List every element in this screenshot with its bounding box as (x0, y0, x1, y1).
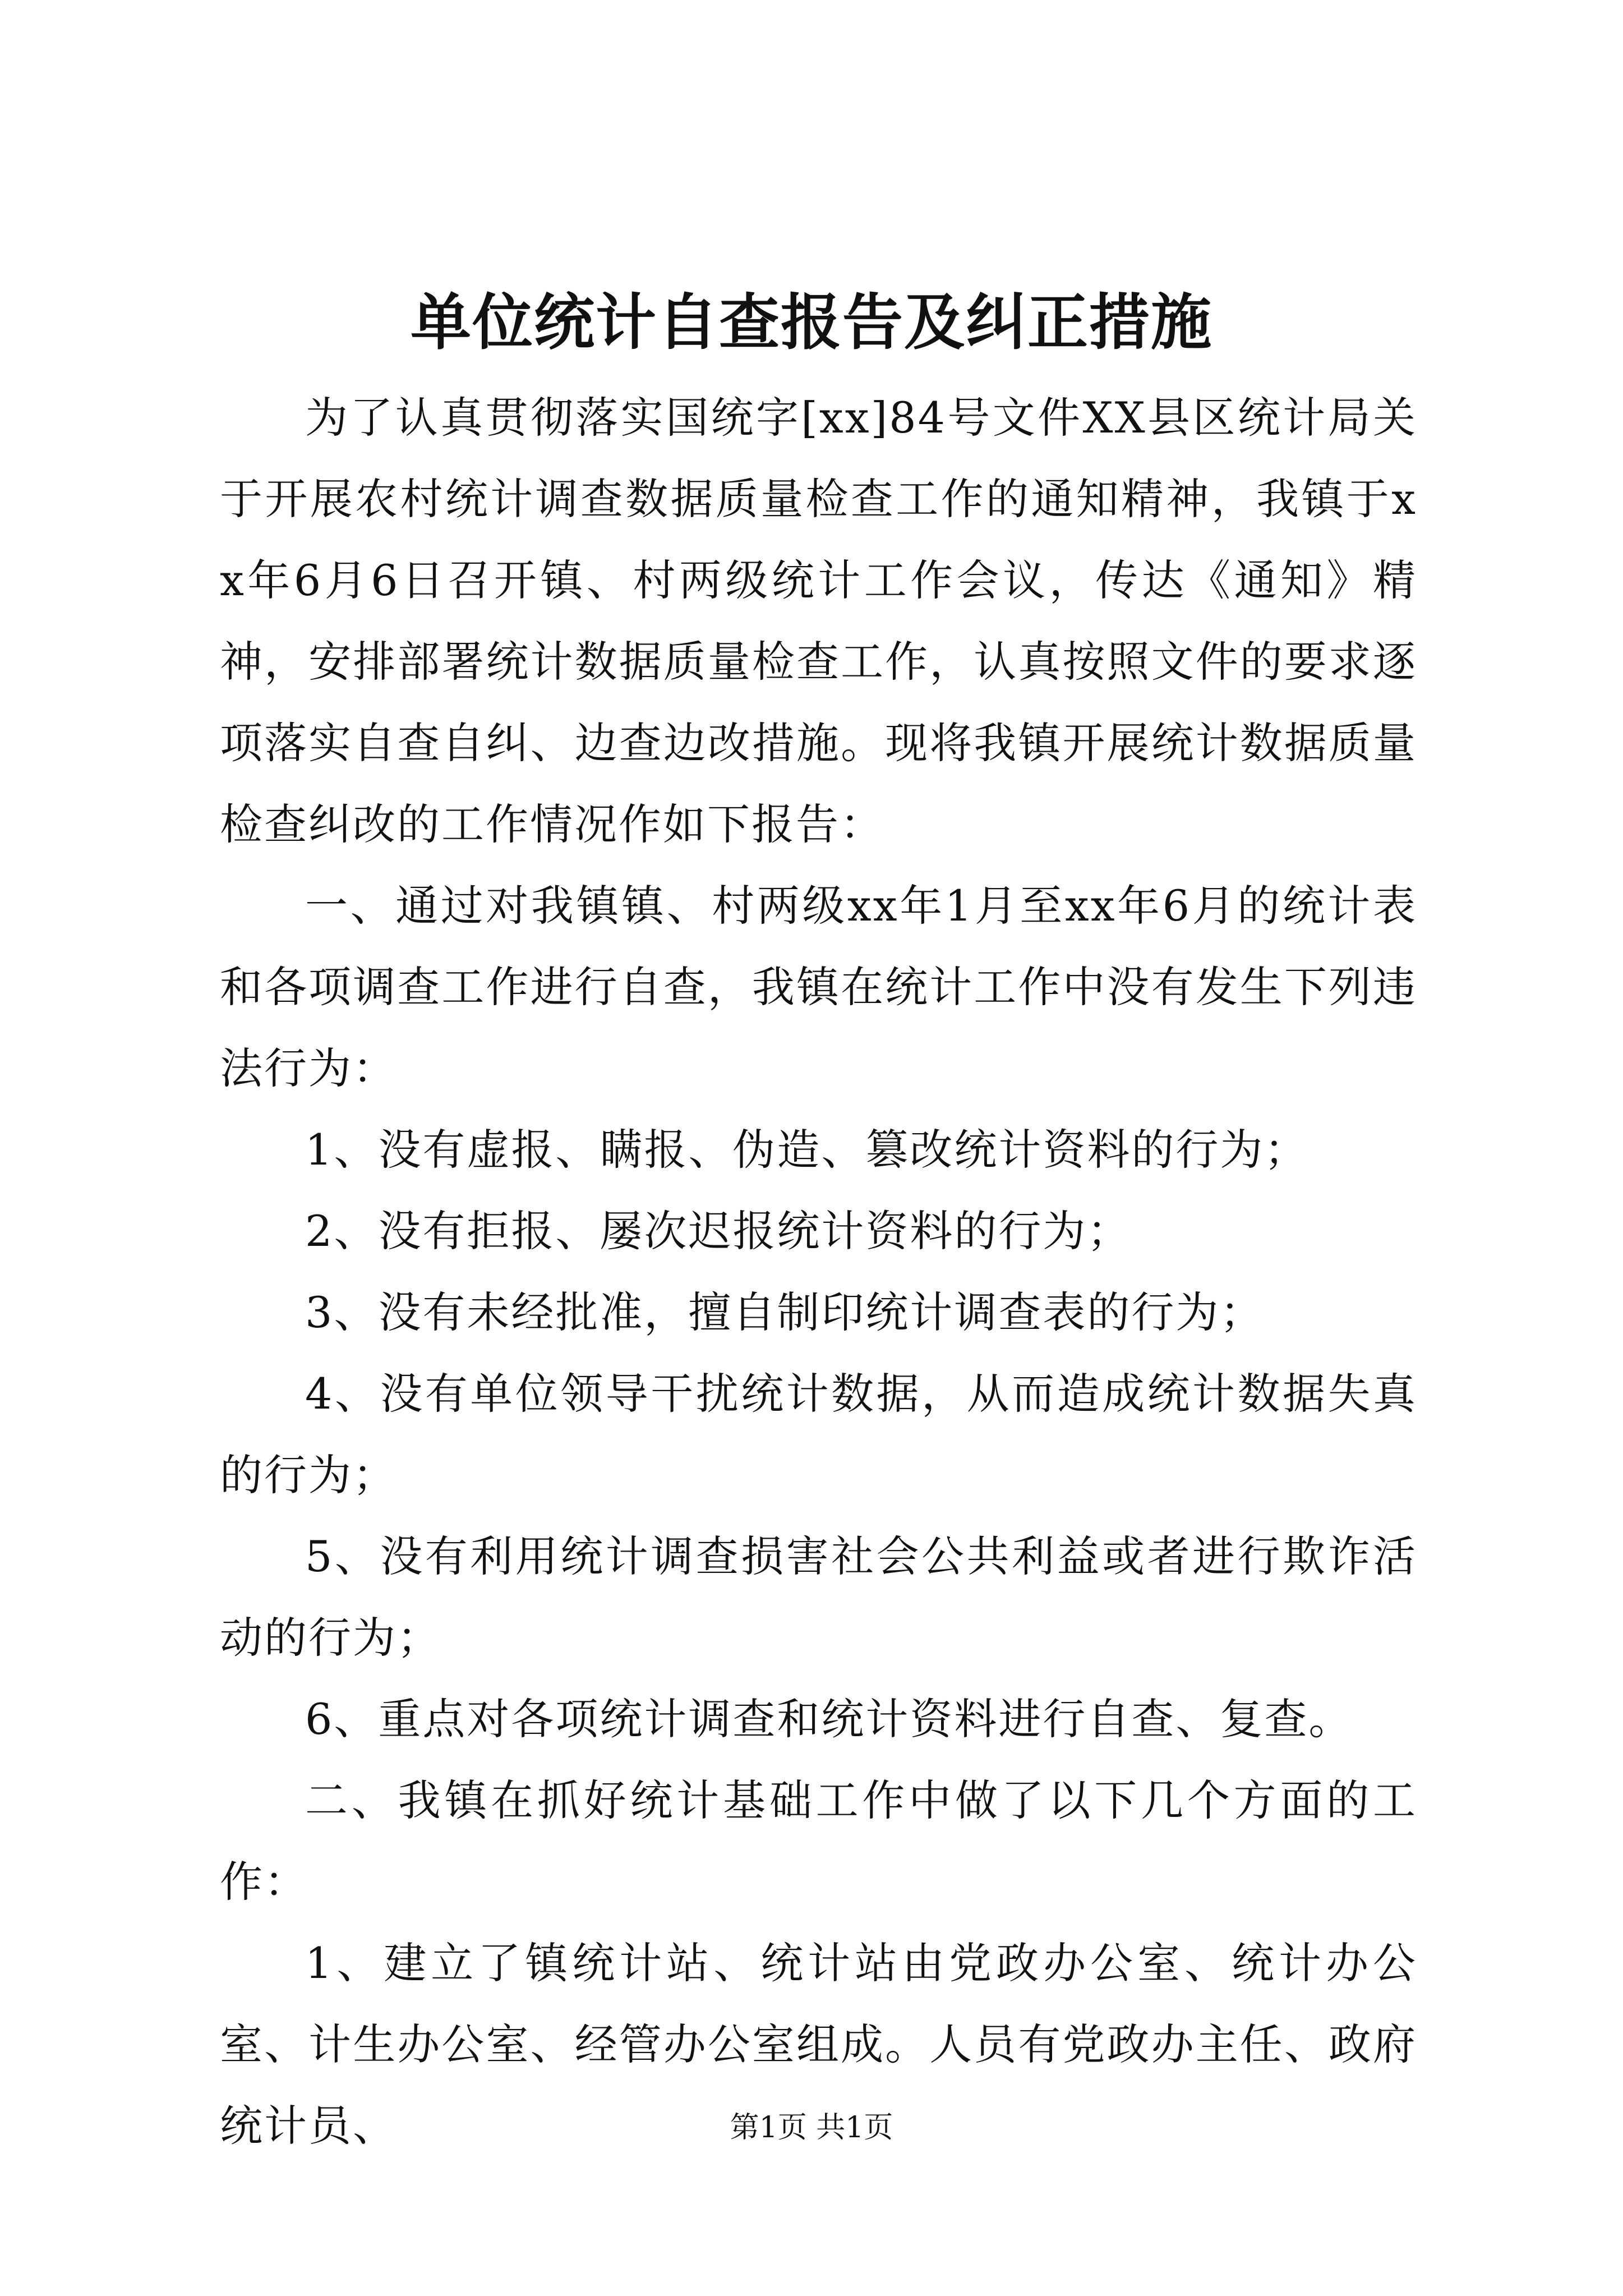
paragraph-intro: 为了认真贯彻落实国统字[xx]84号文件XX县区统计局关于开展农村统计调查数据质量检查工作的通知精神，我镇于xx年6月6日召开镇、村两级统计工作会议，传达《通知》精神，安排部署统计数据质量检查工作，认真按照文件的要求逐项落实自查自纠、边查边改措施。现将我镇开展统计数据质量检查纠改的工作情况作如下报告： (220, 393, 1417, 849)
list-item: 2、没有拒报、屡次迟报统计资料的行为； (305, 1206, 1132, 1256)
page-number-footer: 第1页 共1页 (730, 2111, 893, 2145)
document-title: 单位统计自查报告及纠正措施 (410, 287, 1212, 358)
paragraph-section-1: 一、通过对我镇镇、村两级xx年1月至xx年6月的统计表和各项调查工作进行自查，我镇在统计工作中没有发生下列违法行为： (220, 881, 1417, 1093)
list-item: 3、没有未经批准，擅自制印统计调查表的行为； (305, 1287, 1265, 1337)
list-item: 6、重点对各项统计调查和统计资料进行自查、复查。 (305, 1694, 1353, 1744)
paragraph-section-2: 二、我镇在抓好统计基础工作中做了以下几个方面的工作： (220, 1775, 1417, 1907)
list-item: 1、没有虚报、瞒报、伪造、篡改统计资料的行为； (305, 1125, 1309, 1175)
list-item: 4、没有单位领导干扰统计数据，从而造成统计数据失真的行为； (220, 1369, 1417, 1500)
document-body (220, 377, 1417, 2166)
list-item: 5、没有利用统计调查损害社会公共利益或者进行欺诈活动的行为； (220, 1531, 1417, 1663)
list-item: 1、建立了镇统计站、统计站由党政办公室、统计办公室、计生办公室、经管办公室组成。人员有党政办主任、政府统计员、 (220, 1938, 1417, 2151)
